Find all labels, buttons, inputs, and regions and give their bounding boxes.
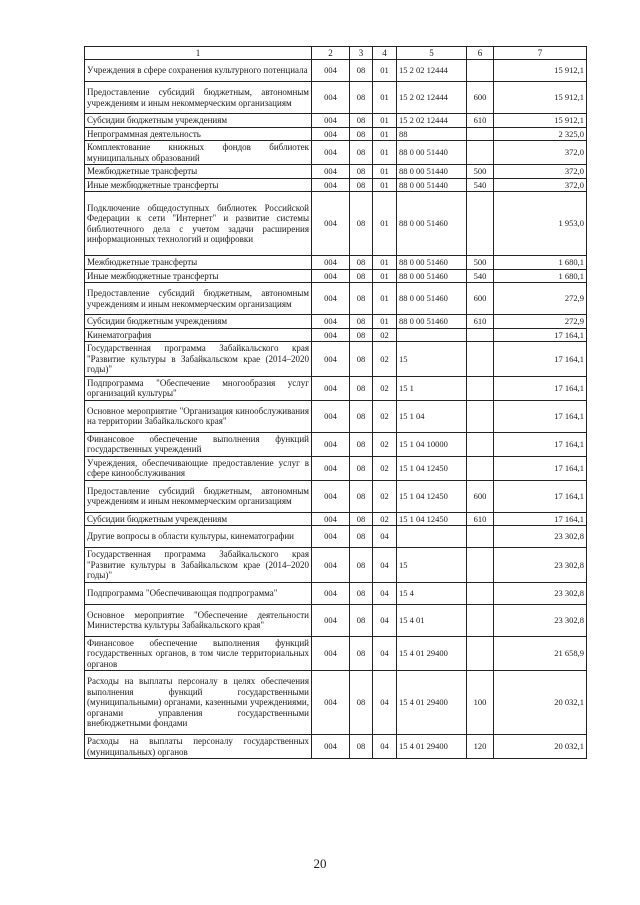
table-row <box>85 400 587 432</box>
row-pr-cell: 04 <box>373 671 397 735</box>
row-rz-cell: 08 <box>350 512 373 526</box>
row-csr-cell: 15 1 04 <box>397 400 467 432</box>
row-sum-cell: 17 164,1 <box>494 328 587 342</box>
row-vr-cell <box>467 192 494 256</box>
row-rz-cell: 08 <box>350 315 373 329</box>
row-vr-cell <box>467 60 494 82</box>
row-csr-cell: 88 0 00 51440 <box>397 178 467 192</box>
row-pr-cell: 02 <box>373 400 397 432</box>
row-rz-cell: 08 <box>350 636 373 671</box>
row-sum-cell: 17 164,1 <box>494 456 587 480</box>
row-rz-cell: 08 <box>350 82 373 114</box>
row-vr-cell: 600 <box>467 283 494 315</box>
row-gr-cell: 004 <box>312 376 350 400</box>
row-csr-cell: 88 0 00 51440 <box>397 141 467 165</box>
row-csr-cell: 15 2 02 12444 <box>397 60 467 82</box>
row-gr-cell: 004 <box>312 114 350 128</box>
table-row <box>85 283 587 315</box>
row-name-cell: Другие вопросы в области культуры, кинематографии <box>85 526 312 548</box>
row-csr-cell: 15 1 04 12450 <box>397 512 467 526</box>
row-gr-cell: 004 <box>312 400 350 432</box>
row-csr-cell: 88 0 00 51440 <box>397 165 467 179</box>
row-pr-cell: 01 <box>373 269 397 283</box>
row-rz-cell: 08 <box>350 328 373 342</box>
row-sum-cell: 15 912,1 <box>494 82 587 114</box>
row-name-cell: Межбюджетные трансферты <box>85 165 312 179</box>
row-sum-cell: 17 164,1 <box>494 432 587 456</box>
row-name-cell: Государственная программа Забайкальского края "Развитие культуры в Забайкальском крае (2014–2020 годы)" <box>85 548 312 583</box>
row-rz-cell: 08 <box>350 526 373 548</box>
row-pr-cell: 02 <box>373 456 397 480</box>
row-name-cell: Расходы на выплаты персоналу государственных (муниципальных) органов <box>85 735 312 759</box>
row-vr-cell: 610 <box>467 512 494 526</box>
table-row <box>85 456 587 480</box>
row-gr-cell: 004 <box>312 636 350 671</box>
row-gr-cell: 004 <box>312 315 350 329</box>
row-csr-cell: 88 0 00 51460 <box>397 283 467 315</box>
table-row <box>85 328 587 342</box>
row-rz-cell: 08 <box>350 735 373 759</box>
row-name-cell: Иные межбюджетные трансферты <box>85 178 312 192</box>
row-csr-cell: 15 1 04 10000 <box>397 432 467 456</box>
row-gr-cell: 004 <box>312 178 350 192</box>
row-sum-cell: 372,0 <box>494 178 587 192</box>
row-csr-cell: 15 2 02 12444 <box>397 114 467 128</box>
header-col-sum: 7 <box>494 47 587 60</box>
table-row <box>85 60 587 82</box>
row-csr-cell: 15 <box>397 342 467 377</box>
table-row <box>85 671 587 735</box>
row-sum-cell: 272,9 <box>494 283 587 315</box>
row-vr-cell <box>467 328 494 342</box>
row-sum-cell: 20 032,1 <box>494 735 587 759</box>
row-csr-cell: 88 0 00 51460 <box>397 256 467 270</box>
row-rz-cell: 08 <box>350 141 373 165</box>
row-sum-cell: 17 164,1 <box>494 342 587 377</box>
row-pr-cell: 04 <box>373 582 397 604</box>
row-rz-cell: 08 <box>350 60 373 82</box>
row-csr-cell <box>397 526 467 548</box>
row-name-cell: Учреждения в сфере сохранения культурного потенциала <box>85 60 312 82</box>
row-gr-cell: 004 <box>312 456 350 480</box>
row-csr-cell: 15 4 <box>397 582 467 604</box>
row-name-cell: Предоставление субсидий бюджетным, автономным учреждениям и иным некоммерческим организациям <box>85 283 312 315</box>
row-csr-cell: 88 0 00 51460 <box>397 315 467 329</box>
row-sum-cell: 272,9 <box>494 315 587 329</box>
row-name-cell: Основное мероприятие "Организация кинообслуживания на территории Забайкальского края" <box>85 400 312 432</box>
table-row <box>85 165 587 179</box>
row-pr-cell: 01 <box>373 283 397 315</box>
row-sum-cell: 15 912,1 <box>494 114 587 128</box>
header-col-pr: 4 <box>373 47 397 60</box>
row-sum-cell: 372,0 <box>494 141 587 165</box>
row-pr-cell: 01 <box>373 141 397 165</box>
row-name-cell: Государственная программа Забайкальского края "Развитие культуры в Забайкальском крае (2014–2020 годы)" <box>85 342 312 377</box>
row-name-cell: Подпрограмма "Обеспечение многообразия услуг организаций культуры" <box>85 376 312 400</box>
row-name-cell: Комплектование книжных фондов библиотек муниципальных образований <box>85 141 312 165</box>
budget-table <box>84 46 587 759</box>
row-rz-cell: 08 <box>350 400 373 432</box>
row-vr-cell: 610 <box>467 315 494 329</box>
row-rz-cell: 08 <box>350 178 373 192</box>
row-pr-cell: 02 <box>373 432 397 456</box>
row-sum-cell: 17 164,1 <box>494 512 587 526</box>
row-rz-cell: 08 <box>350 165 373 179</box>
table-body <box>85 60 587 759</box>
row-vr-cell <box>467 376 494 400</box>
row-name-cell: Субсидии бюджетным учреждениям <box>85 315 312 329</box>
row-csr-cell: 88 <box>397 127 467 141</box>
row-pr-cell: 01 <box>373 178 397 192</box>
row-vr-cell: 500 <box>467 256 494 270</box>
row-pr-cell: 02 <box>373 512 397 526</box>
row-pr-cell: 01 <box>373 60 397 82</box>
row-sum-cell: 1 680,1 <box>494 256 587 270</box>
row-sum-cell: 1 953,0 <box>494 192 587 256</box>
row-rz-cell: 08 <box>350 269 373 283</box>
row-name-cell: Кинематография <box>85 328 312 342</box>
row-vr-cell: 500 <box>467 165 494 179</box>
row-gr-cell: 004 <box>312 480 350 512</box>
row-pr-cell: 04 <box>373 735 397 759</box>
row-vr-cell <box>467 582 494 604</box>
row-gr-cell: 004 <box>312 127 350 141</box>
row-rz-cell: 08 <box>350 582 373 604</box>
row-csr-cell: 15 1 04 12450 <box>397 456 467 480</box>
table-row <box>85 376 587 400</box>
row-rz-cell: 08 <box>350 432 373 456</box>
header-col-vr: 6 <box>467 47 494 60</box>
table-row <box>85 269 587 283</box>
row-csr-cell: 15 4 01 29400 <box>397 671 467 735</box>
row-vr-cell <box>467 141 494 165</box>
row-gr-cell: 004 <box>312 735 350 759</box>
row-gr-cell: 004 <box>312 82 350 114</box>
row-gr-cell: 004 <box>312 256 350 270</box>
row-gr-cell: 004 <box>312 283 350 315</box>
row-pr-cell: 04 <box>373 548 397 583</box>
row-sum-cell: 1 680,1 <box>494 269 587 283</box>
row-sum-cell: 23 302,8 <box>494 548 587 583</box>
table-row <box>85 141 587 165</box>
header-col-rz: 3 <box>350 47 373 60</box>
table-row <box>85 480 587 512</box>
header-col-csr: 5 <box>397 47 467 60</box>
header-col-name: 1 <box>85 47 312 60</box>
row-rz-cell: 08 <box>350 114 373 128</box>
row-sum-cell: 23 302,8 <box>494 582 587 604</box>
row-name-cell: Субсидии бюджетным учреждениям <box>85 114 312 128</box>
row-vr-cell: 600 <box>467 82 494 114</box>
table-row <box>85 127 587 141</box>
row-rz-cell: 08 <box>350 671 373 735</box>
table-row <box>85 82 587 114</box>
row-name-cell: Предоставление субсидий бюджетным, автономным учреждениям и иным некоммерческим организациям <box>85 82 312 114</box>
row-gr-cell: 004 <box>312 512 350 526</box>
table-row <box>85 315 587 329</box>
table-row <box>85 582 587 604</box>
row-name-cell: Межбюджетные трансферты <box>85 256 312 270</box>
row-gr-cell: 004 <box>312 342 350 377</box>
row-gr-cell: 004 <box>312 604 350 636</box>
row-sum-cell: 23 302,8 <box>494 604 587 636</box>
table-row <box>85 512 587 526</box>
row-gr-cell: 004 <box>312 165 350 179</box>
row-sum-cell: 20 032,1 <box>494 671 587 735</box>
row-sum-cell: 21 658,9 <box>494 636 587 671</box>
row-vr-cell: 120 <box>467 735 494 759</box>
row-vr-cell <box>467 342 494 377</box>
row-rz-cell: 08 <box>350 127 373 141</box>
row-vr-cell <box>467 127 494 141</box>
row-csr-cell <box>397 328 467 342</box>
table-header-row <box>85 47 587 60</box>
row-pr-cell: 01 <box>373 165 397 179</box>
row-sum-cell: 17 164,1 <box>494 480 587 512</box>
row-rz-cell: 08 <box>350 548 373 583</box>
row-csr-cell: 15 <box>397 548 467 583</box>
row-name-cell: Подключение общедоступных библиотек Российской Федерации к сети "Интернет" и развитие системы библиотечного дела с учетом задачи расширения информационных технологий и оцифровки <box>85 192 312 256</box>
row-sum-cell: 15 912,1 <box>494 60 587 82</box>
table-row <box>85 342 587 377</box>
row-pr-cell: 02 <box>373 480 397 512</box>
row-sum-cell: 372,0 <box>494 165 587 179</box>
table-row <box>85 432 587 456</box>
row-gr-cell: 004 <box>312 328 350 342</box>
row-pr-cell: 04 <box>373 526 397 548</box>
table-row <box>85 192 587 256</box>
table-row <box>85 548 587 583</box>
row-pr-cell: 02 <box>373 376 397 400</box>
row-vr-cell: 610 <box>467 114 494 128</box>
row-csr-cell: 15 1 <box>397 376 467 400</box>
row-pr-cell: 01 <box>373 127 397 141</box>
row-pr-cell: 01 <box>373 82 397 114</box>
row-name-cell: Подпрограмма "Обеспечивающая подпрограмма" <box>85 582 312 604</box>
table-row <box>85 114 587 128</box>
row-gr-cell: 004 <box>312 548 350 583</box>
row-vr-cell <box>467 636 494 671</box>
table-row <box>85 735 587 759</box>
row-pr-cell: 04 <box>373 636 397 671</box>
row-pr-cell: 02 <box>373 328 397 342</box>
row-csr-cell: 15 4 01 29400 <box>397 735 467 759</box>
table-row <box>85 636 587 671</box>
row-sum-cell: 17 164,1 <box>494 376 587 400</box>
row-sum-cell: 17 164,1 <box>494 400 587 432</box>
row-vr-cell <box>467 456 494 480</box>
row-gr-cell: 004 <box>312 60 350 82</box>
row-name-cell: Предоставление субсидий бюджетным, автономным учреждениям и иным некоммерческим организациям <box>85 480 312 512</box>
row-csr-cell: 15 2 02 12444 <box>397 82 467 114</box>
row-gr-cell: 004 <box>312 526 350 548</box>
row-name-cell: Расходы на выплаты персоналу в целях обеспечения выполнения функций государственными (муниципальными) органами, казенными учреждениями, органами управления государственными внебюджетными фондами <box>85 671 312 735</box>
row-rz-cell: 08 <box>350 283 373 315</box>
row-gr-cell: 004 <box>312 269 350 283</box>
row-vr-cell: 540 <box>467 178 494 192</box>
row-rz-cell: 08 <box>350 480 373 512</box>
row-csr-cell: 88 0 00 51460 <box>397 269 467 283</box>
table-row <box>85 526 587 548</box>
row-sum-cell: 2 325,0 <box>494 127 587 141</box>
row-name-cell: Финансовое обеспечение выполнения функций государственных учреждений <box>85 432 312 456</box>
row-name-cell: Иные межбюджетные трансферты <box>85 269 312 283</box>
row-vr-cell <box>467 548 494 583</box>
row-vr-cell <box>467 604 494 636</box>
row-name-cell: Учреждения, обеспечивающие предоставление услуг в сфере кинообслуживания <box>85 456 312 480</box>
row-gr-cell: 004 <box>312 432 350 456</box>
row-csr-cell: 15 1 04 12450 <box>397 480 467 512</box>
table-row <box>85 604 587 636</box>
row-csr-cell: 15 4 01 <box>397 604 467 636</box>
row-rz-cell: 08 <box>350 456 373 480</box>
row-name-cell: Основное мероприятие "Обеспечение деятельности Министерства культуры Забайкальского края" <box>85 604 312 636</box>
row-pr-cell: 04 <box>373 604 397 636</box>
header-col-gr: 2 <box>312 47 350 60</box>
page-number: 20 <box>313 856 327 871</box>
table-row <box>85 256 587 270</box>
row-vr-cell <box>467 526 494 548</box>
row-rz-cell: 08 <box>350 376 373 400</box>
row-vr-cell: 100 <box>467 671 494 735</box>
row-pr-cell: 02 <box>373 342 397 377</box>
row-pr-cell: 01 <box>373 256 397 270</box>
row-name-cell: Финансовое обеспечение выполнения функций государственных органов, в том числе территориальных органов <box>85 636 312 671</box>
row-gr-cell: 004 <box>312 192 350 256</box>
row-pr-cell: 01 <box>373 192 397 256</box>
row-rz-cell: 08 <box>350 192 373 256</box>
row-pr-cell: 01 <box>373 114 397 128</box>
row-rz-cell: 08 <box>350 342 373 377</box>
row-csr-cell: 88 0 00 51460 <box>397 192 467 256</box>
row-vr-cell: 600 <box>467 480 494 512</box>
row-rz-cell: 08 <box>350 604 373 636</box>
row-vr-cell <box>467 432 494 456</box>
row-csr-cell: 15 4 01 29400 <box>397 636 467 671</box>
row-name-cell: Непрограммная деятельность <box>85 127 312 141</box>
row-rz-cell: 08 <box>350 256 373 270</box>
row-gr-cell: 004 <box>312 671 350 735</box>
row-sum-cell: 23 302,8 <box>494 526 587 548</box>
row-gr-cell: 004 <box>312 141 350 165</box>
row-vr-cell <box>467 400 494 432</box>
row-gr-cell: 004 <box>312 582 350 604</box>
row-vr-cell: 540 <box>467 269 494 283</box>
row-name-cell: Субсидии бюджетным учреждениям <box>85 512 312 526</box>
row-pr-cell: 01 <box>373 315 397 329</box>
table-row <box>85 178 587 192</box>
